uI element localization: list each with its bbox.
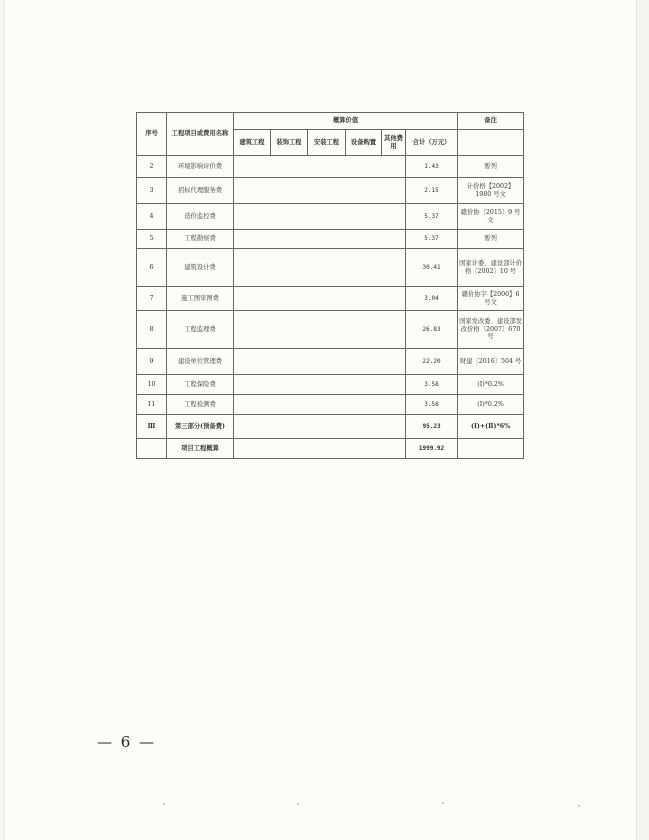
header-item-name: 工程项目或费用名称 [167, 113, 234, 156]
row-seq: 3 [137, 178, 167, 204]
table-row [137, 249, 524, 287]
row-seq: Ⅲ [137, 415, 167, 439]
table-row [137, 178, 524, 204]
row-blank-values [234, 311, 406, 349]
row-seq: 2 [137, 156, 167, 178]
table-row [137, 311, 524, 349]
row-total: 3.58 [406, 375, 458, 395]
table-row [137, 204, 524, 230]
row-seq: 9 [137, 349, 167, 375]
header-budget-value: 概算价值 [234, 113, 458, 130]
header-decoration: 装饰工程 [271, 130, 308, 156]
row-total: 5.37 [406, 204, 458, 230]
row-total: 3.58 [406, 395, 458, 415]
budget-table [136, 112, 524, 459]
header-total: 合计（万元） [406, 130, 458, 156]
row-remark: 国家计委、建设部计价格〔2002〕10 号 [458, 249, 524, 287]
row-remark: 财建〔2016〕504 号 [458, 349, 524, 375]
row-blank-values [234, 230, 406, 249]
row-remark: 国家发改委、建设部发改价格〔2007〕670 号 [458, 311, 524, 349]
table-row-grand-total [137, 439, 524, 459]
row-seq: 5 [137, 230, 167, 249]
row-remark: 计价格【2002】1980 号文 [458, 178, 524, 204]
row-remark: 赣价协字【2000】6 号文 [458, 287, 524, 311]
header-remark: 备注 [458, 113, 524, 130]
row-seq: 7 [137, 287, 167, 311]
row-seq: 4 [137, 204, 167, 230]
row-total: 2.15 [406, 178, 458, 204]
row-seq: 11 [137, 395, 167, 415]
header-installation: 安装工程 [308, 130, 346, 156]
header-row-1 [137, 113, 524, 130]
row-remark: 赣价协〔2015〕9 号文 [458, 204, 524, 230]
row-name: 环境影响评价费 [167, 156, 234, 178]
row-name: 施工图审图费 [167, 287, 234, 311]
row-name: 第三部分(预备费) [167, 415, 234, 439]
row-blank-values [234, 375, 406, 395]
row-name: 项目工程概算 [167, 439, 234, 459]
row-remark: 暂列 [458, 230, 524, 249]
row-blank-values [234, 415, 406, 439]
table-row [137, 395, 524, 415]
header-other: 其他费用 [382, 130, 406, 156]
row-name: 建筑设计费 [167, 249, 234, 287]
row-name: 工程保险费 [167, 375, 234, 395]
row-seq [137, 439, 167, 459]
row-seq: 6 [137, 249, 167, 287]
row-name: 工程监理费 [167, 311, 234, 349]
row-remark [458, 439, 524, 459]
row-blank-values [234, 395, 406, 415]
row-name: 工程勘察费 [167, 230, 234, 249]
row-seq: 10 [137, 375, 167, 395]
row-blank-values [234, 178, 406, 204]
table-row [137, 375, 524, 395]
header-seq: 序号 [137, 113, 167, 156]
row-total: 26.83 [406, 311, 458, 349]
header-remark-blank [458, 130, 524, 156]
row-remark: (Ⅰ)*0.2% [458, 375, 524, 395]
row-blank-values [234, 287, 406, 311]
row-total: 3.04 [406, 287, 458, 311]
row-name: 招标代理服务费 [167, 178, 234, 204]
row-name: 建设单位管理费 [167, 349, 234, 375]
row-blank-values [234, 349, 406, 375]
row-remark: (Ⅰ)*0.2% [458, 395, 524, 415]
page-number: — 6 — [97, 733, 157, 751]
row-remark: (Ⅰ)+(Ⅱ)*6% [458, 415, 524, 439]
header-construction: 建筑工程 [234, 130, 271, 156]
row-blank-values [234, 204, 406, 230]
scan-speck [163, 803, 165, 805]
row-remark: 暂列 [458, 156, 524, 178]
row-blank-values [234, 249, 406, 287]
table-row [137, 230, 524, 249]
row-total: 95.23 [406, 415, 458, 439]
row-total: 30.41 [406, 249, 458, 287]
table-row [137, 349, 524, 375]
row-name: 造价监控费 [167, 204, 234, 230]
row-name: 工程检测费 [167, 395, 234, 415]
scan-speck [578, 805, 580, 807]
row-total: 22.20 [406, 349, 458, 375]
document-page [4, 0, 637, 840]
table-row [137, 287, 524, 311]
row-blank-values [234, 156, 406, 178]
row-total: 1.43 [406, 156, 458, 178]
table-row [137, 156, 524, 178]
row-total: 5.37 [406, 230, 458, 249]
row-total: 1999.92 [406, 439, 458, 459]
table-row-subtotal [137, 415, 524, 439]
row-seq: 8 [137, 311, 167, 349]
scan-speck [297, 803, 299, 805]
row-blank-values [234, 439, 406, 459]
header-equipment: 设备购置 [346, 130, 382, 156]
scan-speck [442, 802, 444, 804]
